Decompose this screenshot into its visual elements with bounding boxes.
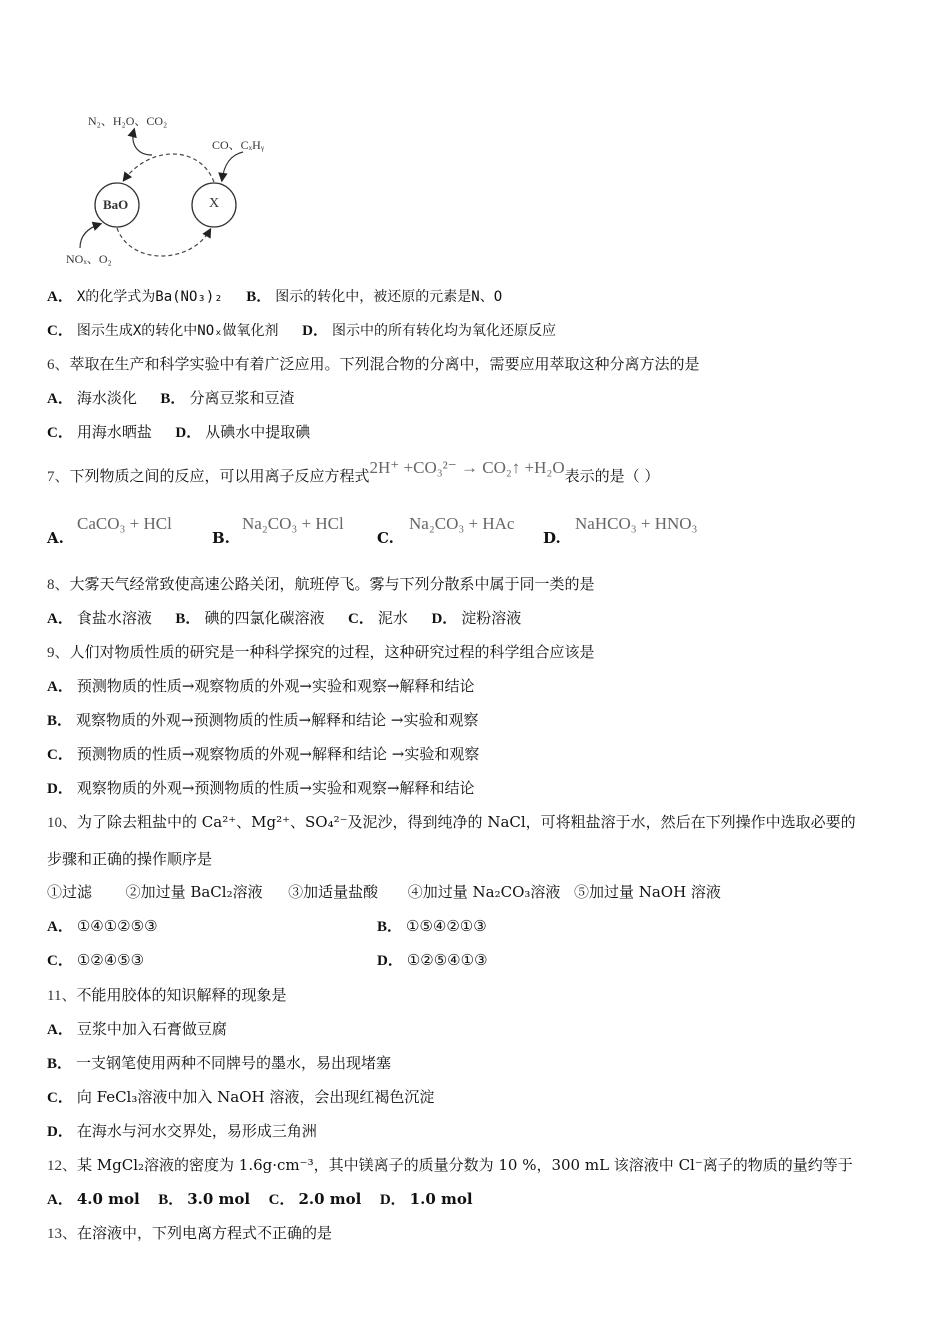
option-letter: C． [47, 425, 73, 441]
option-letter: A． [47, 1022, 73, 1038]
q10-step-4: ④加过量 Na₂CO₃溶液 [407, 883, 561, 901]
option-letter: D． [431, 611, 458, 627]
q10-option-d-row [377, 950, 488, 971]
q12-option-c: 2.0 mol [298, 1190, 362, 1208]
question-number: 9、 [47, 645, 70, 661]
q10-option-a-row [47, 916, 158, 937]
option-letter: C. [377, 529, 394, 547]
q6-option-a: 海水淡化 [76, 389, 137, 407]
option-letter: C． [348, 611, 374, 627]
reductants-arrow [222, 152, 243, 180]
q9-option-b: 观察物质的外观→预测物质的性质→解释和结论 →实验和观察 [76, 711, 479, 729]
ionic-equation: 2H⁺ +CO₃²⁻ → CO₂↑ +H₂O [369, 458, 565, 477]
question-text-before: 下列物质之间的反应，可以用离子反应方程式 [69, 467, 370, 485]
option-letter: A. [47, 529, 64, 547]
option-letter: A． [47, 289, 73, 305]
q10-step-1: ①过滤 [47, 883, 93, 901]
q10-option-c: ①②④⑤③ [76, 951, 145, 969]
q11-option-c: 向 FeCl₃溶液中加入 NaOH 溶液，会出现红褐色沉淀 [76, 1088, 435, 1106]
q8-options-row [47, 608, 521, 629]
option-letter: B． [158, 1192, 184, 1208]
option-letter: C． [47, 953, 73, 969]
question-text: 大雾天气经常致使高速公路关闭，航班停飞。雾与下列分散系中属于同一类的是 [69, 575, 595, 593]
option-letter: B． [175, 611, 201, 627]
q6-options-row-1 [47, 388, 294, 409]
x-node-label: X [209, 196, 220, 211]
top-right-label: CO、CₓHᵧ [212, 138, 265, 152]
q10-option-a: ①④①②⑤③ [76, 917, 158, 935]
option-letter: D. [543, 529, 561, 547]
question-text: 不能用胶体的知识解释的现象是 [76, 986, 287, 1004]
q12-option-a: 4.0 mol [76, 1190, 140, 1208]
q8-option-a: 食盐水溶液 [76, 609, 152, 627]
bottom-dashed-arrow [117, 228, 210, 256]
question-text: 某 MgCl₂溶液的密度为 1.6g·cm⁻³，其中镁离子的质量分数为 10 %，300 mL 该溶液中 Cl⁻离子的物质的量约等于 [77, 1156, 853, 1174]
q13-stem [47, 1223, 332, 1244]
q9-option-c-row [47, 744, 479, 765]
option-letter: D． [47, 1124, 73, 1140]
q11-option-a: 豆浆中加入石膏做豆腐 [76, 1020, 227, 1038]
option-letter: D． [377, 953, 403, 969]
q9-option-a: 预测物质的性质→观察物质的外观→实验和观察→解释和结论 [76, 677, 475, 695]
q11-option-d: 在海水与河水交界处，易形成三角洲 [76, 1122, 317, 1140]
option-letter: A． [47, 1192, 73, 1208]
q5-options-row-2 [47, 320, 556, 341]
question-number: 13、 [47, 1226, 78, 1242]
q6-options-row-2 [47, 422, 310, 443]
q10-stem-line-1 [47, 812, 856, 833]
q10-step-3: ③加适量盐酸 [288, 883, 379, 901]
q12-options-row [47, 1189, 473, 1210]
question-number: 7、 [47, 469, 70, 485]
q7-option-a: CaCO₃ + HCl [77, 514, 172, 533]
option-letter: C． [47, 1090, 73, 1106]
bao-node-label: BaO [103, 197, 129, 212]
q12-option-b: 3.0 mol [187, 1190, 251, 1208]
q9-option-d-row [47, 778, 475, 799]
q6-option-d: 从碘水中提取碘 [205, 423, 311, 441]
q7-stem [47, 458, 660, 487]
question-number: 11、 [47, 988, 77, 1004]
q9-option-b-row [47, 710, 479, 731]
option-letter: B． [377, 919, 403, 935]
q11-option-d-row [47, 1121, 317, 1142]
top-left-label: N₂、H₂O、CO₂ [88, 114, 168, 128]
question-text: 萃取在生产和科学实验中有着广泛应用。下列混合物的分离中，需要应用萃取这种分离方法的是 [69, 355, 700, 373]
top-dashed-arrow [124, 154, 214, 182]
q7-options-row [47, 514, 907, 550]
q9-option-a-row [47, 676, 475, 697]
q5-option-d: 图示中的所有转化均为氧化还原反应 [331, 323, 556, 339]
option-letter: B． [160, 391, 186, 407]
question-number: 10、 [47, 815, 78, 831]
option-letter: A． [47, 919, 73, 935]
question-number: 8、 [47, 577, 70, 593]
q10-option-b: ①⑤④②①③ [406, 917, 487, 935]
q7-option-c: Na₂CO₃ + HAc [409, 514, 515, 533]
option-letter: A． [47, 391, 73, 407]
option-letter: A． [47, 679, 73, 695]
option-letter: D． [302, 323, 328, 339]
q12-stem [47, 1155, 853, 1176]
q8-option-c: 泥水 [377, 609, 408, 627]
q11-option-c-row [47, 1087, 434, 1108]
q10-steps-row [47, 882, 721, 902]
option-letter: B． [47, 713, 73, 729]
q10-option-d: ①②⑤④①③ [406, 951, 488, 969]
oxidants-arrow [80, 224, 100, 248]
q10-step-5: ⑤加过量 NaOH 溶液 [573, 883, 721, 901]
option-letter: B． [246, 289, 272, 305]
question-text-after: 表示的是（ ） [564, 467, 660, 485]
q8-option-b: 碘的四氯化碳溶液 [204, 609, 325, 627]
q10-stem-line-2 [47, 849, 212, 869]
q11-stem [47, 985, 286, 1006]
question-text: 为了除去粗盐中的 Ca²⁺、Mg²⁺、SO₄²⁻及泥沙，得到纯净的 NaCl，可将粗盐溶于水，然后在下列操作中选取必要的 [77, 813, 856, 831]
q10-option-c-row [47, 950, 144, 971]
option-letter: C． [47, 747, 73, 763]
q6-option-b: 分离豆浆和豆渣 [189, 389, 295, 407]
option-letter: A． [47, 611, 73, 627]
question-number: 6、 [47, 357, 70, 373]
q9-option-d: 观察物质的外观→预测物质的性质→实验和观察→解释和结论 [76, 779, 475, 797]
q8-option-d: 淀粉溶液 [461, 609, 522, 627]
option-letter: D． [175, 425, 202, 441]
question-text: 人们对物质性质的研究是一种科学探究的过程，这种研究过程的科学组合应该是 [69, 643, 595, 661]
q9-stem [47, 642, 595, 663]
q5-options-row-1 [47, 286, 502, 307]
q5-option-c: 图示生成X的转化中NOₓ做氧化剂 [76, 323, 279, 339]
bottom-left-label: NOₓ、O₂ [66, 252, 112, 266]
q8-stem [47, 574, 595, 595]
bao-x-cycle-diagram [60, 100, 300, 275]
q7-option-d: NaHCO₃ + HNO₃ [575, 514, 698, 533]
option-letter: C． [268, 1192, 295, 1208]
option-letter: B． [47, 1056, 73, 1072]
q11-option-b-row [47, 1053, 391, 1074]
option-letter: C． [47, 323, 73, 339]
question-number: 12、 [47, 1158, 78, 1174]
q11-option-a-row [47, 1019, 227, 1040]
q5-option-a: X的化学式为Ba(NO₃)₂ [76, 289, 223, 305]
q6-option-c: 用海水晒盐 [76, 423, 152, 441]
q11-option-b: 一支钢笔使用两种不同牌号的墨水，易出现堵塞 [76, 1054, 392, 1072]
products-arrow [133, 130, 152, 155]
option-letter: D． [379, 1192, 406, 1208]
q7-option-b: Na₂CO₃ + HCl [242, 514, 344, 533]
q5-option-b: 图示的转化中，被还原的元素是N、O [275, 289, 503, 305]
question-text-continued: 步骤和正确的操作顺序是 [47, 850, 213, 868]
q6-stem [47, 354, 700, 375]
option-letter: B. [212, 529, 230, 547]
option-letter: D． [47, 781, 73, 797]
q12-option-d: 1.0 mol [409, 1190, 473, 1208]
q9-option-c: 预测物质的性质→观察物质的外观→解释和结论 →实验和观察 [76, 745, 480, 763]
question-text: 在溶液中，下列电离方程式不正确的是 [77, 1224, 333, 1242]
q10-step-2: ②加过量 BaCl₂溶液 [125, 883, 263, 901]
q10-option-b-row [377, 916, 487, 937]
